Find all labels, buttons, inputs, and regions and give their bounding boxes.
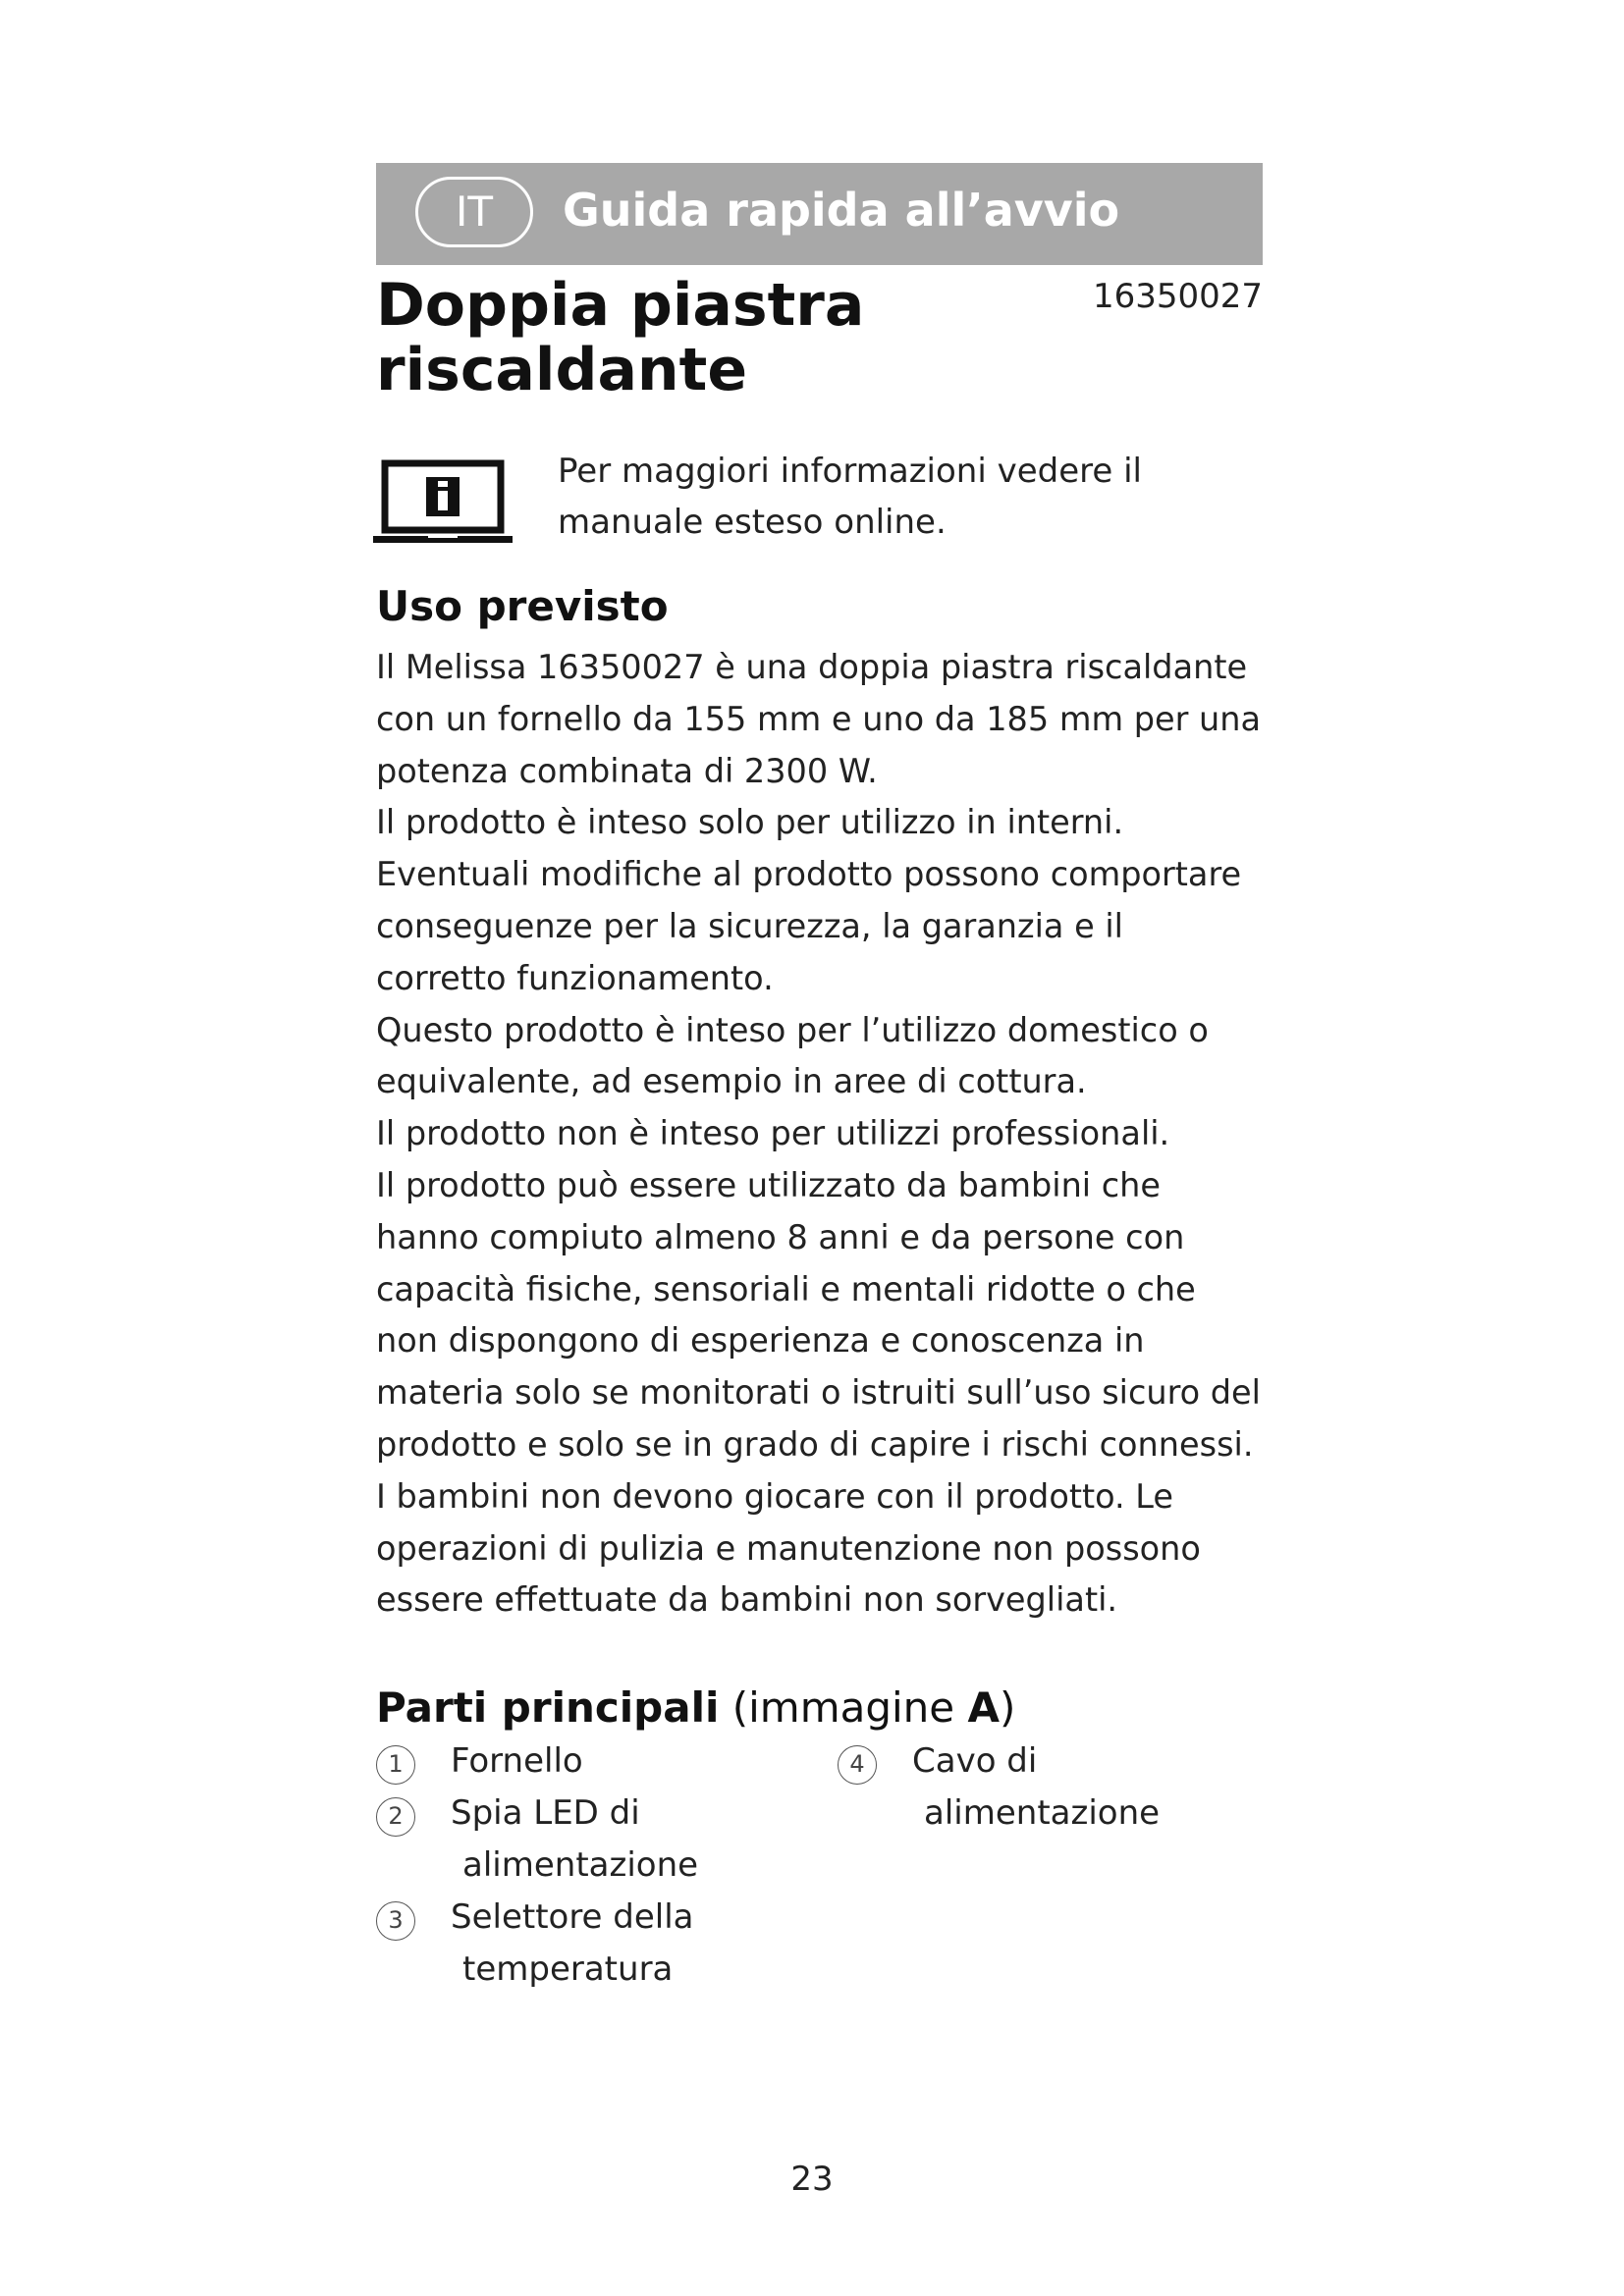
main-parts-image-ref: A <box>967 1683 1000 1732</box>
part-label: Spia LED di alimentazione <box>451 1793 699 1885</box>
part-number-badge: 2 <box>376 1797 415 1837</box>
part-label: Fornello <box>451 1741 583 1781</box>
banner-title: Guida rapida all’avvio <box>563 184 1120 237</box>
main-parts-heading-close: ) <box>1000 1683 1016 1732</box>
laptop-info-icon <box>373 459 513 550</box>
main-parts-heading-bold: Parti principali <box>376 1683 720 1732</box>
intended-use-paragraph: Il prodotto può essere utilizzato da bambini che hanno compiuto almeno 8 anni e da persone con capacità fisiche, sensoriali e mentali ridotte o che non dispongono di esperienza e conoscenza in materia solo se monitorati o istruiti sull’uso sicuro del prodotto e solo se in grado di capire i rischi connessi. I bambini non devono giocare con il prodotto. Le operazioni di pulizia e manutenzione non possono essere effettuate da bambini non sorvegliati. <box>376 1165 1261 1620</box>
intended-use-paragraph: Questo prodotto è inteso per l’utilizzo domestico o equivalente, ad esempio in aree di cottura. <box>376 1010 1209 1101</box>
intended-use-paragraph: Il prodotto è inteso solo per utilizzo in interni. <box>376 803 1124 842</box>
intended-use-body <box>376 642 1262 1627</box>
part-label: Selettore della temperatura <box>451 1897 694 1989</box>
part-number-badge: 1 <box>376 1745 415 1785</box>
language-badge: IT <box>415 177 533 247</box>
main-parts-heading <box>376 1681 1015 1735</box>
main-parts-heading-open: (immagine <box>719 1683 968 1732</box>
online-manual-notice: Per maggiori informazioni vedere il manuale esteso online. <box>558 452 1142 542</box>
part-label: Cavo di alimentazione <box>912 1741 1161 1833</box>
page-number: 23 <box>790 2160 834 2199</box>
intended-use-heading: Uso previsto <box>376 582 669 630</box>
main-parts-list <box>376 1735 1262 1991</box>
part-number-badge: 4 <box>838 1745 877 1785</box>
part-number-badge: 3 <box>376 1901 415 1941</box>
intended-use-paragraph: Eventuali modifiche al prodotto possono comportare conseguenze per la sicurezza, la garanzia e il corretto funzionamento. <box>376 855 1242 997</box>
language-banner <box>376 163 1263 265</box>
intended-use-paragraph: Il prodotto non è inteso per utilizzi professionali. <box>376 1114 1170 1153</box>
model-number: 16350027 <box>1092 277 1263 316</box>
document-title: Doppia piastra riscaldante <box>376 271 865 404</box>
intended-use-paragraph: Il Melissa 16350027 è una doppia piastra riscaldante con un fornello da 155 mm e uno da 185 mm per una potenza combinata di 2300 W. <box>376 648 1262 790</box>
